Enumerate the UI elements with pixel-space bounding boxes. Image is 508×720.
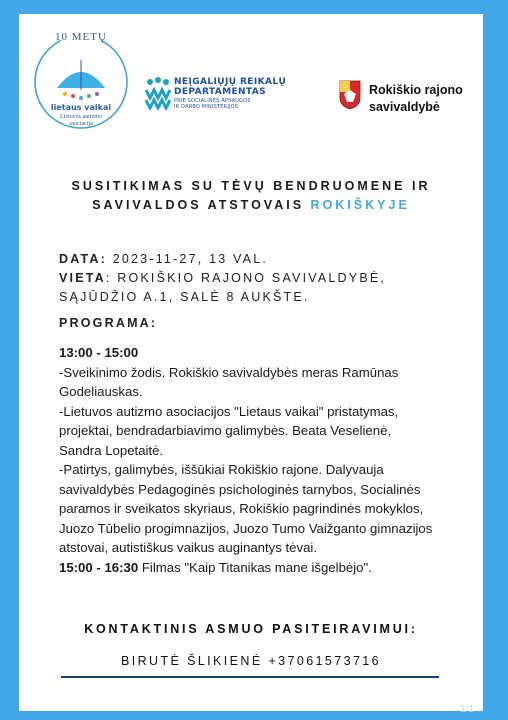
- page-number: 1/1: [460, 704, 474, 715]
- agenda-line: savivaldybės Pedagoginės psichologinės tarnybos, Socialinės: [59, 481, 421, 497]
- place-label: VIETA: [59, 271, 106, 285]
- place-row: [59, 269, 386, 288]
- program-label: PROGRAMA:: [59, 316, 158, 330]
- agenda-film-row: [59, 558, 489, 578]
- dept-line-4: IR DARBO MINISTERIJOS: [174, 104, 239, 110]
- agenda-line: Juozo Tūbelio progimnazijos, Juozo Tumo Vaižganto gimnazijos: [59, 520, 433, 536]
- place-value-2: SĄJŪDŽIO A.1, SALĖ 8 AUKŠTE.: [59, 290, 310, 304]
- logo-brand: lietaus vaikai: [50, 103, 112, 112]
- logo-top-text: 10 METŲ: [55, 31, 107, 43]
- agenda-line: paramos ir sveikatos skyriaus, Rokiškio pagrindinės mokyklos,: [59, 501, 424, 516]
- title-accent: ROKIŠKYJE: [310, 198, 410, 212]
- municipality-line-2: savivaldybė: [369, 100, 440, 114]
- dept-line-1: NEĮGALIŲJŲ REIKALŲ: [174, 77, 287, 87]
- dept-line-3: PRIE SOCIALINĖS APSAUGOS: [174, 98, 251, 104]
- municipality-name: [369, 82, 463, 116]
- dept-line-2: DEPARTAMENTAS: [174, 87, 267, 97]
- agenda-line: atstovai, autistiškus vaikus auginantys tėvai.: [59, 540, 318, 555]
- agenda-line: -Lietuvos autizmo asociacijos "Lietaus vaikai" pristatymas,: [59, 403, 399, 419]
- contact-heading: KONTAKTINIS ASMUO PASITEIRAVIMUI:: [84, 622, 418, 636]
- agenda-line: Godeliauskas.: [59, 384, 143, 399]
- divider-line: [61, 676, 439, 678]
- title-line-2: [19, 196, 483, 215]
- title-line-2-prefix: SAVIVALDOS ATSTOVAIS: [92, 198, 305, 212]
- date-label: DATA:: [59, 252, 108, 266]
- place-value-1: : ROKIŠKIO RAJONO SAVIVALDYBĖ,: [105, 271, 387, 285]
- event-title: [19, 177, 483, 215]
- agenda-time-2: 15:00 - 16:30: [59, 559, 139, 575]
- ngd-logo-icon: [145, 76, 171, 110]
- contact-person: BIRUTĖ ŠLIKIENĖ +37061573716: [120, 654, 382, 668]
- municipality-line-1: Rokiškio rajono: [369, 83, 463, 97]
- date-value: 2023-11-27, 13 VAL.: [112, 252, 269, 266]
- agenda-time-1: 13:00 - 15:00: [59, 345, 139, 360]
- logo-sub1: Lietuvos autizmo: [60, 114, 102, 120]
- title-line-1: SUSITIKIMAS SU TĖVŲ BENDRUOMENE IR: [71, 179, 431, 193]
- department-name: [174, 78, 286, 110]
- agenda-line: projektai, bendradarbiavimo galimybės. Beata Veselienė,: [59, 423, 392, 438]
- date-row: [59, 250, 386, 269]
- document-page: [19, 14, 483, 711]
- lietaus-vaikai-logo: [27, 28, 135, 132]
- event-info: [59, 250, 386, 307]
- agenda-line: -Patirtys, galimybės, iššūkiai Rokiškio rajone. Dalyvauja: [59, 462, 384, 477]
- logo-sub2: asociacija: [69, 121, 93, 127]
- agenda-line: Sandra Lopetaitė.: [59, 442, 164, 458]
- coat-of-arms-icon: [339, 80, 361, 110]
- program-agenda: [59, 343, 489, 577]
- agenda-film: Filmas "Kaip Titanikas mane išgelbėjo".: [141, 559, 372, 575]
- agenda-line: -Sveikinimo žodis. Rokiškio savivaldybės meras Ramūnas: [59, 364, 399, 380]
